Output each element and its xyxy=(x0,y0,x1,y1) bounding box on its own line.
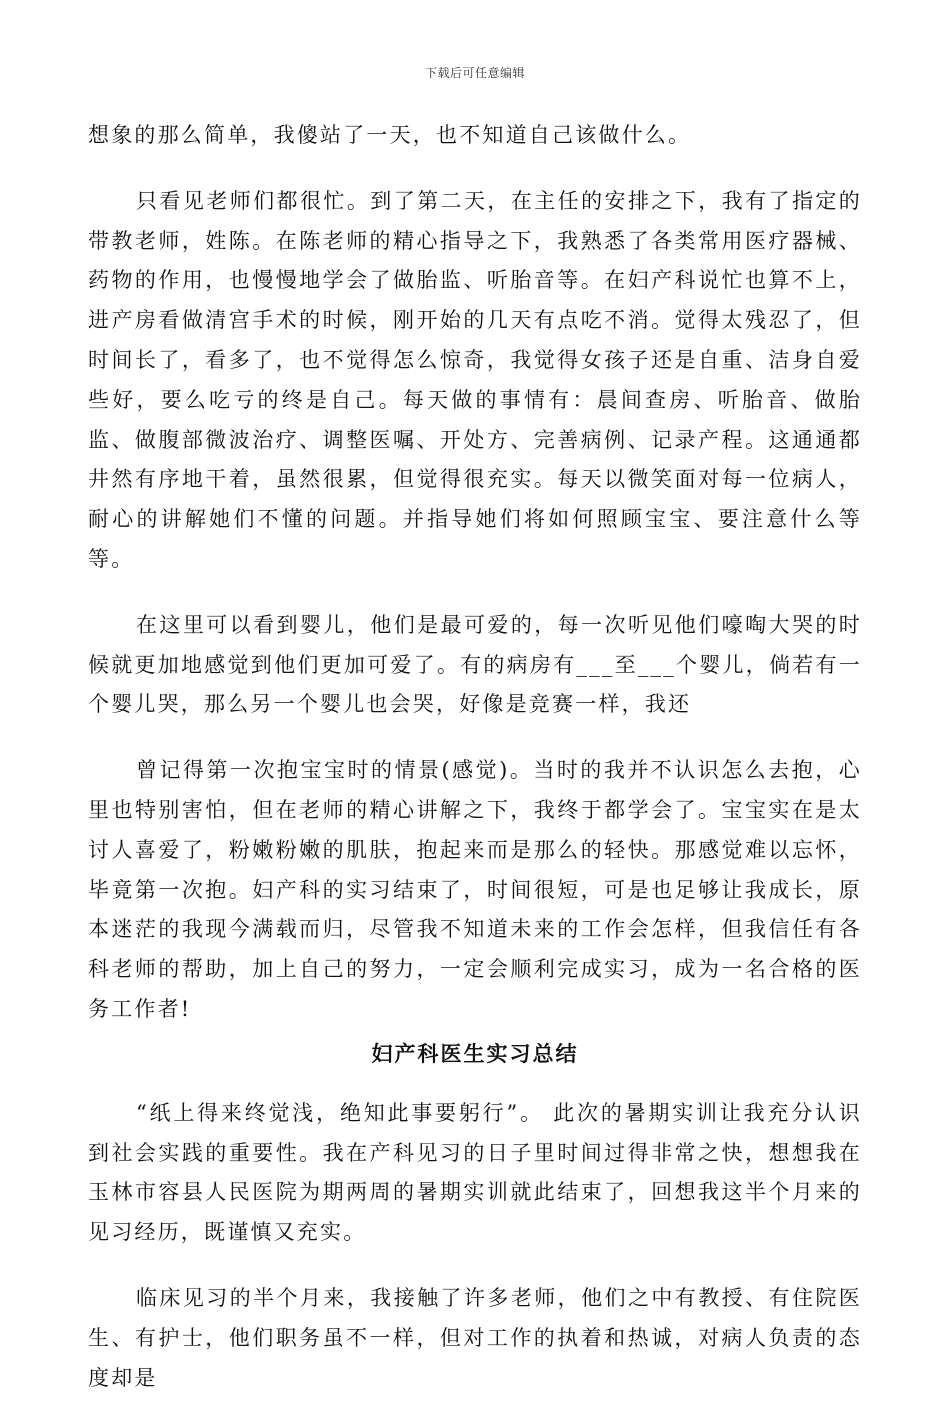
paragraph-continuation: 想象的那么简单，我傻站了一天，也不知道自己该做什么。 xyxy=(88,123,692,147)
section-title: 妇产科医生实习总结 xyxy=(371,1040,579,1066)
header-note: 下载后可任意编辑 xyxy=(424,66,525,80)
paragraph-summer-training: “纸上得来终觉浅，绝知此事要躬行”。 此次的暑期实训让我充分认识到社会实践的重要性。我在产科见习的日子里时间过得非常之快，想想我在玉林市容县人民医院为期两周的暑期实训就此结束了，回想我这半个月来的见习经历，既谨慎又充实。 xyxy=(88,1100,862,1245)
paragraph-babies: 在这里可以看到婴儿，他们是最可爱的，每一次听见他们嚎啕大哭的时候就更加地感觉到他们更加可爱了。有的病房有___至___个婴儿，倘若有一个婴儿哭，那么另一个婴儿也会哭，好像是竞赛一样，我还 xyxy=(88,612,862,717)
paragraph-clinical-observation: 临床见习的半个月来，我接触了许多老师，他们之中有教授、有住院医生、有护士，他们职务虽不一样，但对工作的执着和热诚，对病人负责的态度却是 xyxy=(88,1285,862,1390)
paragraph-teacher-guidance: 只看见老师们都很忙。到了第二天，在主任的安排之下，我有了指定的带教老师，姓陈。在陈老师的精心指导之下，我熟悉了各类常用医疗器械、药物的作用，也慢慢地学会了做胎监、听胎音等。在妇产科说忙也算不上，进产房看做清宫手术的时候，刚开始的几天有点吃不消。觉得太残忍了，但时间长了，看多了，也不觉得怎么惊奇，我觉得女孩子还是自重、洁身自爱些好，要么吃亏的终是自己。每天做的事情有：晨间查房、听胎音、做胎监、做腹部微波治疗、调整医嘱、开处方、完善病例、记录产程。这通通都井然有序地干着，虽然很累，但觉得很充实。每天以微笑面对每一位病人，耐心的讲解她们不懂的问题。并指导她们将如何照顾宝宝、要注意什么等等。 xyxy=(88,188,862,571)
paragraph-first-hold: 曾记得第一次抱宝宝时的情景(感觉)。当时的我并不认识怎么去抱，心里也特别害怕，但在老师的精心讲解之下，我终于都学会了。宝宝实在是太讨人喜爱了，粉嫩粉嫩的肌肤，抱起来而是那么的轻快。那感觉难以忘怀，毕竟第一次抱。妇产科的实习结束了，时间很短，可是也足够让我成长，原本迷茫的我现今满载而归，尽管我不知道未来的工作会怎样，但我信任有各科老师的帮助，加上自己的努力，一定会顺利完成实习，成为一名合格的医务工作者! xyxy=(88,758,862,1021)
document-body xyxy=(88,116,862,1424)
